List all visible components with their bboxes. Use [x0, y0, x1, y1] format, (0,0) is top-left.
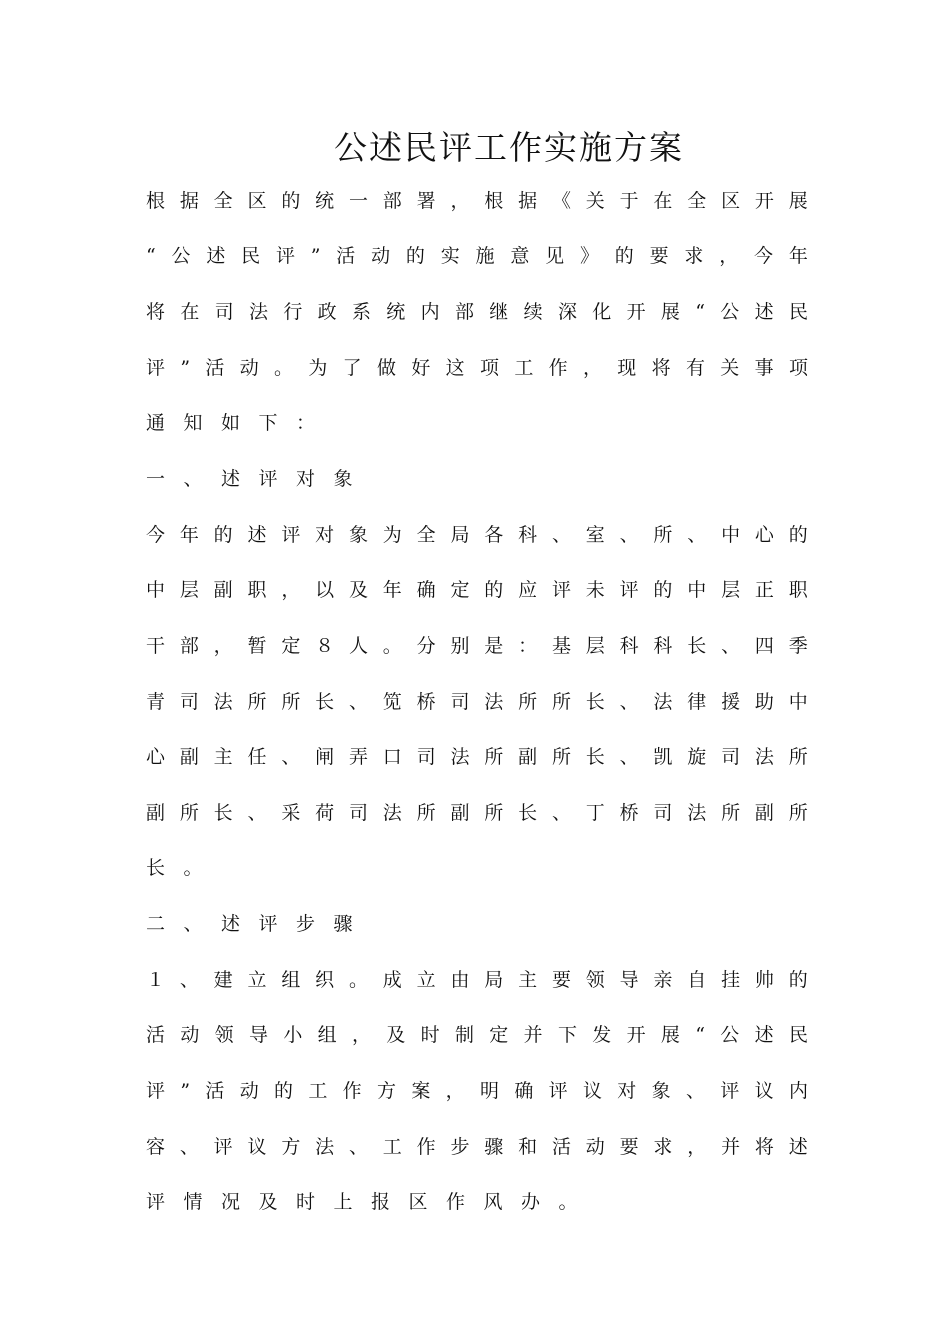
body-line: 评 ” 活 动 的 工 作 方 案 ， 明 确 评 议 对 象 、 评 议 内	[146, 1080, 808, 1102]
section-heading: 一、述评对象	[146, 468, 372, 490]
body-line: 青 司 法 所 所 长 、 笕 桥 司 法 所 所 长 、 法 律 援 助 中	[146, 691, 808, 713]
body-line: 今 年 的 述 评 对 象 为 全 局 各 科 、 室 、 所 、 中 心 的	[146, 524, 808, 546]
document-title: 公述民评工作实施方案	[334, 128, 684, 167]
body-line: 评情况及时上报区作风办。	[146, 1191, 597, 1213]
body-line: １ 、 建 立 组 织 。 成 立 由 局 主 要 领 导 亲 自 挂 帅 的	[146, 969, 808, 991]
body-line: 干 部 ， 暂 定 ８ 人 。 分 别 是 ： 基 层 科 科 长 、 四 季	[146, 635, 808, 657]
body-line: 中 层 副 职 ， 以 及 年 确 定 的 应 评 未 评 的 中 层 正 职	[146, 579, 808, 601]
body-line: “ 公 述 民 评 ” 活 动 的 实 施 意 见 》 的 要 求 ， 今 年	[146, 245, 808, 267]
body-line: 评 ” 活 动 。 为 了 做 好 这 项 工 作 ， 现 将 有 关 事 项	[146, 357, 808, 379]
body-line: 副 所 长 、 采 荷 司 法 所 副 所 长 、 丁 桥 司 法 所 副 所	[146, 802, 808, 824]
body-line: 将 在 司 法 行 政 系 统 内 部 继 续 深 化 开 展 “ 公 述 民	[146, 301, 808, 323]
body-line: 活 动 领 导 小 组 ， 及 时 制 定 并 下 发 开 展 “ 公 述 民	[146, 1024, 808, 1046]
body-line: 通知如下：	[146, 412, 334, 434]
body-line: 心 副 主 任 、 闸 弄 口 司 法 所 副 所 长 、 凯 旋 司 法 所	[146, 746, 808, 768]
body-line: 容 、 评 议 方 法 、 工 作 步 骤 和 活 动 要 求 ， 并 将 述	[146, 1136, 808, 1158]
section-heading: 二、述评步骤	[146, 913, 372, 935]
body-line: 根 据 全 区 的 统 一 部 署 ， 根 据 《 关 于 在 全 区 开 展	[146, 190, 808, 212]
body-line: 长。	[146, 857, 222, 879]
